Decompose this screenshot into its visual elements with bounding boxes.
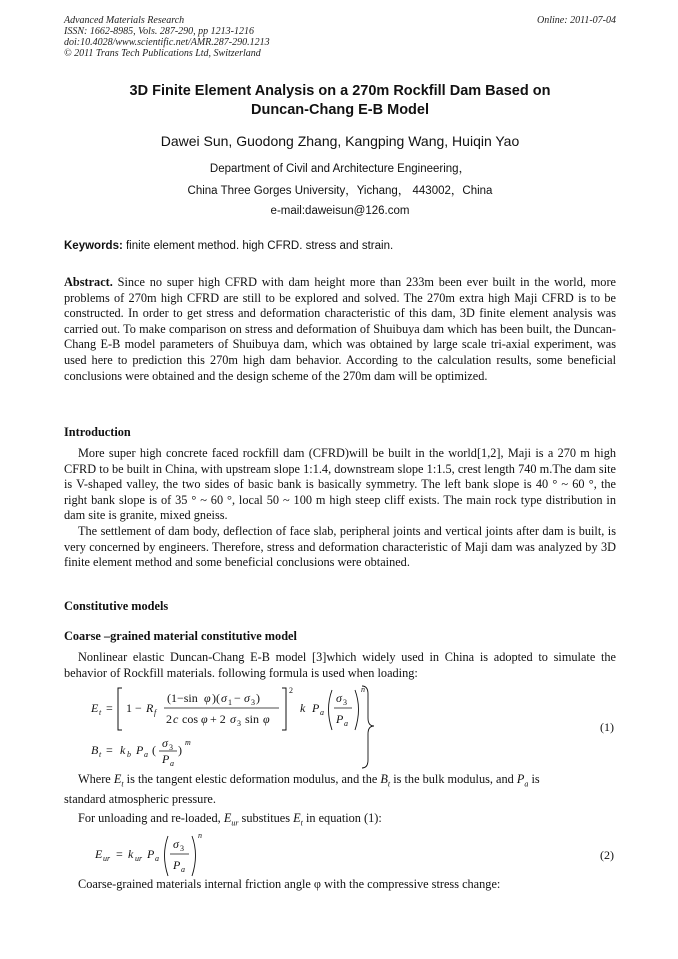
equation-2-formula <box>64 830 616 878</box>
svg-text:(1−sin: (1−sin <box>167 691 198 705</box>
svg-text:): ) <box>256 691 260 705</box>
svg-text:k: k <box>300 701 306 715</box>
svg-text:=: = <box>106 701 113 715</box>
svg-text:3: 3 <box>169 743 173 752</box>
svg-text:a: a <box>320 708 324 717</box>
svg-text:a: a <box>181 865 185 874</box>
equation-1 <box>64 684 616 770</box>
affiliation-university: China Three Gorges University，Yichang， 443002，China <box>187 185 493 197</box>
symbol-Eur: $E_{ur}$ <box>223 811 239 828</box>
journal-name: Advanced Materials Research <box>64 15 185 26</box>
intro-paragraph-2 <box>64 524 616 571</box>
authors: Dawei Sun, Guodong Zhang, Kangping Wang, Huiqin Yao <box>160 133 520 149</box>
svg-text:a: a <box>344 719 348 728</box>
journal-header <box>64 15 616 59</box>
svg-text:φ: φ <box>204 691 211 705</box>
equation-2-number: (2) <box>600 848 614 862</box>
keywords-text: finite element method. high CFRD. stress and strain. <box>122 240 394 252</box>
online-date: Online: 2011-07-04 <box>537 15 616 26</box>
svg-text:n: n <box>198 831 202 840</box>
email: e-mail:daweisun@126.com <box>270 205 410 217</box>
const-p1-text: Nonlinear elastic Duncan-Chang E-B model [3]which widely used in China is adopted to simulate the behavior of Rockfill materials. following formula is used when loading: <box>64 650 616 680</box>
svg-text:2: 2 <box>289 686 293 695</box>
constitutive-paragraph <box>64 650 616 681</box>
where-text-d: is <box>528 772 540 786</box>
svg-text:a: a <box>170 759 174 768</box>
svg-text:3: 3 <box>343 698 347 707</box>
svg-text:k: k <box>120 743 126 757</box>
svg-text:3: 3 <box>237 719 241 728</box>
unload-text-c: in equation (1): <box>302 811 382 825</box>
svg-text:t: t <box>99 750 102 759</box>
title-line-2: Duncan-Chang E-B Model <box>250 102 430 118</box>
svg-text:ur: ur <box>103 854 111 863</box>
unload-text-a: For unloading and re-loaded, <box>78 811 224 825</box>
symbol-Pa: $P_a$ <box>516 772 529 789</box>
subsection-coarse-heading: Coarse –grained material constitutive model <box>64 629 297 643</box>
equation-2 <box>64 830 616 878</box>
svg-text:σ: σ <box>336 691 342 705</box>
svg-text:σ: σ <box>244 691 250 705</box>
svg-text:φ: φ <box>201 712 208 726</box>
section-introduction-heading: Introduction <box>64 425 131 439</box>
svg-text:E: E <box>91 701 99 715</box>
title-line-1: 3D Finite Element Analysis on a 270m Rockfill Dam Based on <box>129 83 551 99</box>
abstract <box>64 275 616 384</box>
svg-text:σ: σ <box>162 736 168 750</box>
keywords-label: Keywords: <box>64 240 123 252</box>
unload-paragraph <box>64 811 616 831</box>
svg-text:P: P <box>147 847 155 861</box>
svg-text:−: − <box>234 691 241 705</box>
svg-text:E: E <box>95 847 103 861</box>
svg-text:3: 3 <box>251 698 255 707</box>
svg-text:B: B <box>91 743 99 757</box>
svg-text:σ: σ <box>230 712 236 726</box>
svg-text:P: P <box>336 712 344 726</box>
svg-text:φ: φ <box>263 712 270 726</box>
svg-text:P: P <box>173 858 181 872</box>
svg-text:cos: cos <box>182 712 198 726</box>
abstract-label: Abstract. <box>64 275 113 289</box>
svg-text:(: ( <box>152 743 156 757</box>
svg-text:a: a <box>144 750 148 759</box>
copyright: © 2011 Trans Tech Publications Ltd, Switzerland <box>64 48 261 59</box>
svg-text:σ: σ <box>221 691 227 705</box>
svg-text:t: t <box>99 708 102 717</box>
affiliation-department: Department of Civil and Architecture Engineering， <box>209 163 471 175</box>
where-paragraph <box>64 772 616 808</box>
symbol-Bt: $B_t$ <box>380 772 391 789</box>
friction-angle-paragraph <box>64 877 616 893</box>
doi: doi:10.4028/www.scientific.net/AMR.287-290.1213 <box>64 37 270 48</box>
symbol-Et: $E_t$ <box>113 772 124 789</box>
where-text-b: is the tangent elestic deformation modulus, and the <box>123 772 381 786</box>
svg-text:P: P <box>162 752 170 766</box>
svg-text:f: f <box>154 708 157 717</box>
svg-text:−: − <box>135 701 142 715</box>
svg-text:m: m <box>185 738 191 747</box>
abstract-text: Since no super high CFRD with dam height more than 233m been ever built in the world, more problems of 270m high CFRD are still to be explored and solved. The 270m extra high Maji CFRD is to be constructed. In order to get stress and deformation characteristic of this dam, 3D finite element analysis was carried out. To make comparison on stress and deformation of Shuibuya dam which has been built, the Duncan-Chang E-B model parameters of Shuibuya dam, which was obtained by large scale tri-axial experiment, was used here to prediction this 270m high dam behavior. According to the calculation results, some beneficial conclusions were obtained and the design scheme of the 270m dam will be optimized. <box>64 275 616 383</box>
where-text-e: standard atmospheric pressure. <box>64 792 216 807</box>
symbol-Et-2: $E_t$ <box>293 811 303 828</box>
svg-text:ur: ur <box>135 854 143 863</box>
svg-text:): ) <box>178 743 182 757</box>
equation-1-formula <box>64 684 616 770</box>
svg-text:R: R <box>146 701 154 715</box>
unload-text-b: substitues <box>238 811 294 825</box>
issn: ISSN: 1662-8985, Vols. 287-290, pp 1213-1216 <box>64 26 254 37</box>
intro-p2-text: The settlement of dam body, deflection of face slab, peripheral joints and vertical joints after dam is built, is very concerned by engineers. Therefore, stress and deformation characteristic of Maji dam was analyzed by 3D finite element method and some beneficial conclusions were obtained. <box>64 524 616 570</box>
svg-text:1: 1 <box>126 701 132 715</box>
friction-angle-text: Coarse-grained materials internal friction angle φ with the compressive stress change: <box>78 877 501 891</box>
where-text-c: is the bulk modulus, and <box>390 772 517 786</box>
svg-text:sin: sin <box>245 712 260 726</box>
svg-text:a: a <box>155 854 159 863</box>
svg-text:=: = <box>116 847 123 861</box>
svg-text:)(: )( <box>212 691 220 705</box>
section-constitutive-heading: Constitutive models <box>64 599 169 613</box>
svg-text:P: P <box>136 743 144 757</box>
svg-text:P: P <box>312 701 320 715</box>
svg-text:b: b <box>127 750 131 759</box>
svg-text:+ 2: + 2 <box>210 712 226 726</box>
intro-p1-text: More super high concrete faced rockfill dam (CFRD)will be built in the world[1,2], Maji is a 270 m high CFRD to be built in China, with upstream slope 1:1.4, downstream slope 1:1.5, crest length 740 m.The dam site is V-shaped valley, the two sides of basic bank is basically symmetry. The left bank slope is 40 ° ~ 60 °, the right bank slope is of 35 ° ~ 60 °, local 50 ~ 100 m high steep cliff exists. The main rock type distribution in dam site is granite, mixed gneiss. <box>64 446 616 523</box>
keywords <box>64 240 616 252</box>
svg-text:k: k <box>128 847 134 861</box>
svg-text:2: 2 <box>166 712 172 726</box>
svg-text:c: c <box>173 712 179 726</box>
svg-text:=: = <box>106 743 113 757</box>
svg-text:n: n <box>361 685 365 694</box>
equation-1-number: (1) <box>600 720 614 734</box>
intro-paragraph-1 <box>64 446 616 524</box>
svg-text:σ: σ <box>173 837 179 851</box>
svg-text:3: 3 <box>180 844 184 853</box>
paper-title <box>64 82 616 120</box>
where-text-a: Where <box>78 772 114 786</box>
svg-text:1: 1 <box>228 698 232 707</box>
